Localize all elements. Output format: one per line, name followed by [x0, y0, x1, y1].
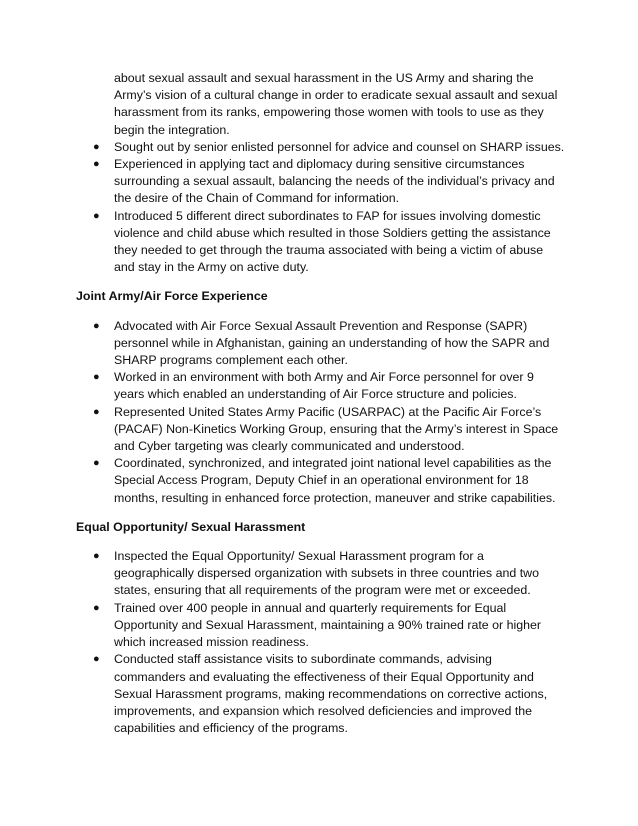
list-item	[93, 156, 566, 208]
bullet-list-top	[0, 139, 638, 277]
bullet-list-joint	[0, 318, 638, 507]
bullet-icon: ●	[93, 550, 100, 563]
list-item	[93, 139, 566, 156]
list-item-text: Coordinated, synchronized, and integrated joint national level capabilities as the Special Access Program, Deputy Chief in an operational environment for 18 months, resulting in enhanced force protection, maneuver and strike capabilities.	[114, 456, 556, 505]
list-item	[93, 651, 566, 737]
section-heading-joint: Joint Army/Air Force Experience	[76, 289, 268, 304]
list-item-text: Represented United States Army Pacific (USARPAC) at the Pacific Air Force’s (PACAF) Non-Kinetics Working Group, ensuring that the Army’s interest in Space and Cyber targeting was clearly communicated and understood.	[114, 404, 559, 454]
list-item-text: Sought out by senior enlisted personnel for advice and counsel on SHARP issues.	[114, 139, 565, 154]
list-item-text: Experienced in applying tact and diplomacy during sensitive circumstances surrounding a sexual assault, balancing the needs of the individual’s privacy and the desire of the Chain of Command for information.	[114, 157, 555, 206]
list-item	[93, 404, 566, 456]
list-item	[93, 318, 566, 370]
list-item-text: Advocated with Air Force Sexual Assault Prevention and Response (SAPR) personnel while in Afghanistan, gaining an understanding of how the SAPR and SHARP programs complement each other.	[114, 318, 550, 368]
list-item-text: Trained over 400 people in annual and quarterly requirements for Equal Opportunity and Sexual Harassment, maintaining a 90% trained rate or higher which increased mission readiness.	[114, 600, 542, 650]
list-item-text: Worked in an environment with both Army and Air Force personnel for over 9 years which enabled an understanding of Air Force structure and policies.	[114, 370, 534, 402]
bullet-icon: ●	[93, 653, 100, 666]
section-heading-eo: Equal Opportunity/ Sexual Harassment	[76, 519, 306, 534]
bullet-icon: ●	[93, 405, 100, 418]
list-item	[93, 455, 566, 507]
list-item	[93, 208, 566, 277]
bullet-icon: ●	[93, 158, 100, 171]
list-item	[93, 600, 566, 652]
bullet-icon: ●	[93, 601, 100, 614]
bullet-icon: ●	[93, 319, 100, 332]
bullet-icon: ●	[93, 457, 100, 470]
list-item-text: Conducted staff assistance visits to subordinate commands, advising commanders and evaluating the effectiveness of their Equal Opportunity and Sexual Harassment programs, making recommendations on corrective actions, improvements, and expansion which resolved deficiencies and improved the capabilities and efficiency of the programs.	[114, 652, 548, 736]
bullet-icon: ●	[93, 209, 100, 222]
list-item-text: Introduced 5 different direct subordinates to FAP for issues involving domestic violence and child abuse which resulted in those Soldiers getting the assistance they needed to get through the trauma associated with being a victim of abuse and stay in the Army on active duty.	[114, 208, 551, 275]
bullet-list-eo	[0, 548, 638, 737]
list-item-text: Inspected the Equal Opportunity/ Sexual Harassment program for a geographically dispersed organization with subsets in three countries and two states, ensuring that all requirements of the program were met or exceeded.	[114, 549, 539, 598]
list-item	[93, 369, 566, 403]
bullet-icon: ●	[93, 140, 100, 153]
list-item	[93, 548, 566, 600]
bullet-continuation: about sexual assault and sexual harassment in the US Army and sharing the Army’s vision of a cultural change in order to eradicate sexual assault and sexual harassment from its ranks, empowering those women with tools to use as they begin the integration.	[114, 71, 558, 137]
bullet-icon: ●	[93, 371, 100, 384]
